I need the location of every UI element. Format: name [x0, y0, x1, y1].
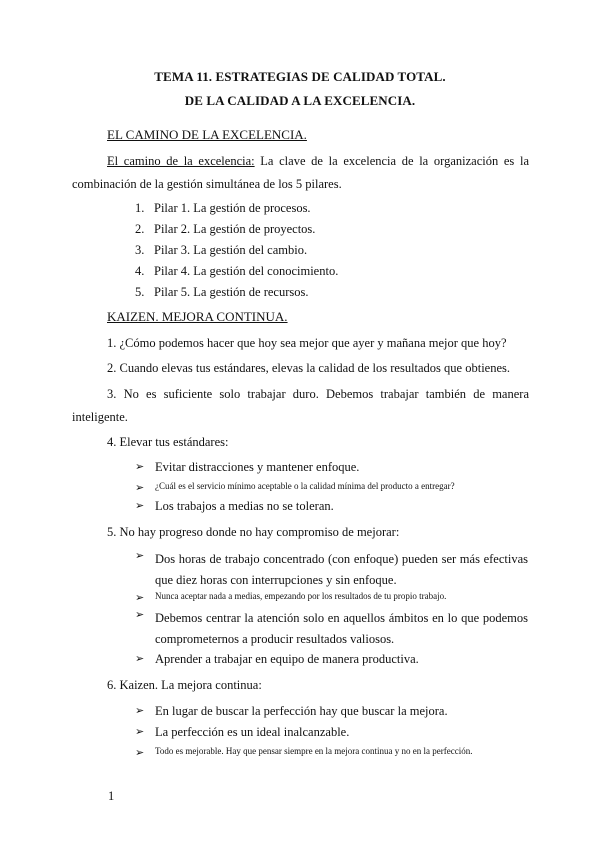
kaizen-point-6: 6. Kaizen. La mejora continua: — [107, 678, 262, 692]
arrow-bullet-icon: ➢ — [135, 460, 145, 473]
arrow-bullet-icon: ➢ — [135, 499, 145, 512]
kaizen-point-5: 5. No hay progreso donde no hay compromiso de mejorar: — [107, 525, 400, 539]
intro-underlined-term: El camino de la excelencia: — [107, 154, 255, 168]
list-item: 4. Pilar 4. La gestión del conocimiento. — [135, 264, 339, 278]
document-title-line1: TEMA 11. ESTRATEGIAS DE CALIDAD TOTAL. — [154, 69, 446, 84]
arrow-bullet-icon: ➢ — [135, 481, 145, 494]
list-item: 3. Pilar 3. La gestión del cambio. — [135, 243, 308, 257]
kaizen-point-4: 4. Elevar tus estándares: — [107, 435, 229, 449]
list-item: 1. Pilar 1. La gestión de procesos. — [135, 201, 311, 215]
list-item: 5. Pilar 5. La gestión de recursos. — [135, 285, 309, 299]
arrow-bullet-icon: ➢ — [135, 549, 145, 562]
arrow-bullet-icon: ➢ — [135, 704, 145, 717]
intro-paragraph — [72, 150, 529, 196]
page-number: 1 — [108, 789, 115, 803]
kaizen-point-3: 3. No es suficiente solo trabajar duro. Debemos trabajar también de manera inteligente. — [72, 387, 529, 424]
document-page: TEMA 11. ESTRATEGIAS DE CALIDAD TOTAL. DE LA CALIDAD A LA EXCELENCIA. EL CAMINO DE LA EXCELENCIA. El camino de la excelencia: La clave de la excelencia de la organización es la combinación de la gestión simultánea de los 5 pilares. 1. Pilar 1. La gestión de procesos. 2. Pilar 2. La gestión de proyectos. 3. Pilar 3. La gestión del cambio. 4. Pilar 4. La gestión del conocimiento. 5. Pilar 5. La gestión de recursos. KAIZEN. MEJORA CONTINUA. 1. ¿Cómo podemos hacer que hoy sea mejor que ayer y mañana mejor que hoy? 2. Cuando elevas tus estándares, elevas la calidad de los resultados que obtienes. 3. No es suficiente solo trabajar duro. Debemos trabajar también de manera inteligente. 4. Elevar tus estándares: ➢ Evitar distracciones y mantener enfoque. ➢ ¿Cuál es el servicio mínimo aceptable o la calidad mínima del producto a entregar? ➢ Los trabajos a medias no se toleran. 5. No hay progreso donde no hay compromiso de mejorar: ➢ Dos horas de trabajo concentrado (con enfoque) pueden ser más efectivas que diez horas con interrupciones y sin enfoque. ➢ Nunca aceptar nada a medias, empezando por los resultados de tu propio trabajo. ➢ Debemos centrar la atención solo en aquellos ámbitos en lo que podemos comprometernos a producir resultados valiosos. ➢ Aprender a trabajar en equipo de manera productiva. 6. Kaizen. La mejora continua: ➢ En lugar de buscar la perfección hay que buscar la mejora. ➢ La perfección es un ideal inalcanzable. ➢ Todo es mejorable. Hay que pensar siempre en la mejora continua y no en la perfección. 1 — [0, 0, 600, 848]
arrow-bullet-icon: ➢ — [135, 652, 145, 665]
list-item: 2. Pilar 2. La gestión de proyectos. — [135, 222, 316, 236]
arrow-bullet-icon: ➢ — [135, 608, 145, 621]
arrow-bullet-icon: ➢ — [135, 591, 145, 604]
kaizen-point-2: 2. Cuando elevas tus estándares, elevas la calidad de los resultados que obtienes. — [107, 361, 511, 375]
intro-text: La clave de la excelencia de la organización es la combinación de la gestión simultánea de los 5 pilares. — [72, 154, 529, 191]
section-heading-camino: EL CAMINO DE LA EXCELENCIA. — [107, 127, 307, 142]
arrow-bullet-icon: ➢ — [135, 746, 145, 759]
document-title-line2: DE LA CALIDAD A LA EXCELENCIA. — [184, 93, 416, 108]
arrow-bullet-icon: ➢ — [135, 725, 145, 738]
section-heading-kaizen: KAIZEN. MEJORA CONTINUA. — [107, 309, 288, 324]
kaizen-point-1: 1. ¿Cómo podemos hacer que hoy sea mejor que ayer y mañana mejor que hoy? — [107, 336, 507, 350]
